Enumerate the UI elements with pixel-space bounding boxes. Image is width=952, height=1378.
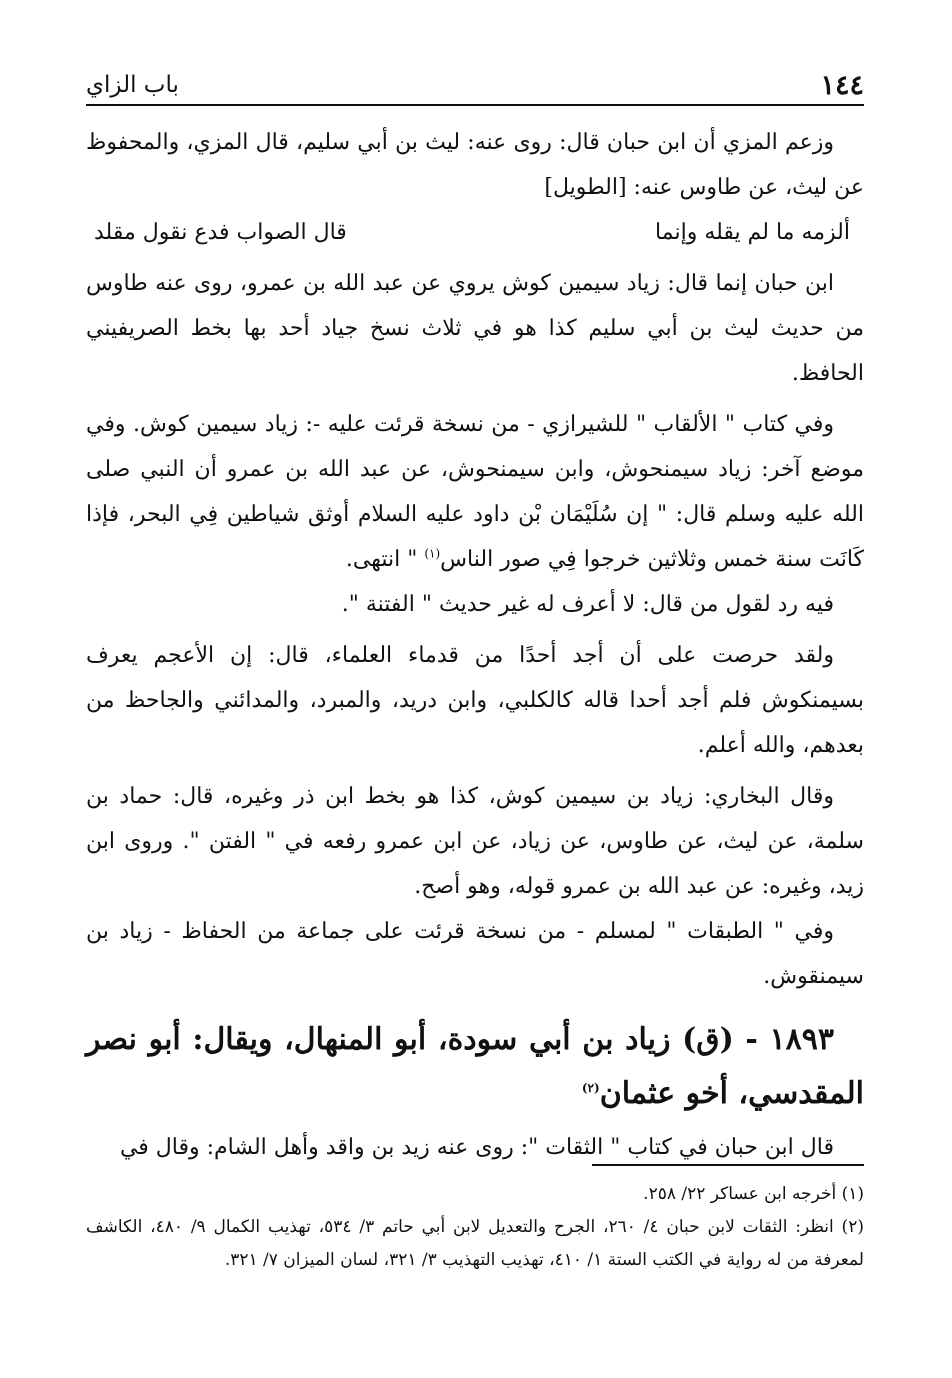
paragraph: وفي " الطبقات " لمسلم - من نسخة قرئت على جماعة من الحفاظ - زياد بن سيمنقوش. [86,919,864,989]
paragraph: فيه رد لقول من قال: لا أعرف له غير حديث " الفتنة ". [341,592,834,617]
paragraph-end: " انتهى. [345,547,418,572]
footnote-ref[interactable]: (٢) [581,1081,600,1095]
paragraph [86,402,864,582]
entry-heading [86,1013,864,1121]
footnote-2: (٢) انظر: الثقات لابن حبان ٤/ ٢٦٠، الجرح والتعديل لابن أبي حاتم ٣/ ٥٣٤، تهذيب الكمال ٩/ ٤٨٠، الكاشف لمعرفة من له رواية في الكتب الستة ١/ ٤١٠، تهذيب التهذيب ٣/ ٣٢١، لسان الميزان ٧/ ٣٢١. [86,1217,864,1270]
verse-hemistich-second: قال الصواب فدع نقول مقلد [94,220,347,245]
paragraph: ابن حبان إنما قال: زياد سيمين كوش يروي عن عبد الله بن عمرو، روى عنه طاوس من حديث ليث بن أبي سليم كذا هو في ثلاث نسخ جياد أحد بها بخط الصريفيني الحافظ. [86,271,864,386]
footnote-1: (١) أخرجه ابن عساكر ٢٢/ ٢٥٨. [643,1184,864,1204]
footnote-ref[interactable]: (١) [424,546,441,561]
paragraph: وزعم المزي أن ابن حبان قال: روى عنه: ليث بن أبي سليم، قال المزي، والمحفوظ عن ليث، عن طاوس عنه: [الطويل] [86,130,864,200]
page-number: ١٤٤ [820,70,864,101]
paragraph: وقال البخاري: زياد بن سيمين كوش، كذا هو بخط ابن ذر وغيره، قال: حماد بن سلمة، عن ليث، عن طاوس، عن زياد، عن ابن عمرو رفعه في " الفتن ". وروى ابن زيد، وغيره: عن عبد الله بن عمرو قوله، وهو أصح. [86,784,864,899]
main-text [86,120,864,1170]
footnotes [86,1178,864,1277]
verse-line [86,210,864,255]
footnote-divider [592,1164,864,1166]
paragraph: قال ابن حبان في كتاب " الثقات ": روى عنه زيد بن واقد وأهل الشام: وقال في [119,1135,834,1160]
entry-heading-text: ١٨٩٣ - (ق) زياد بن أبي سودة، أبو المنهال، ويقال: أبو نصر المقدسي، أخو عثمان [86,1022,864,1111]
paragraph-text: وفي كتاب " الألقاب " للشيرازي - من نسخة قرئت عليه -: زياد سيمين كوش. وفي موضع آخر: زياد سيمنحوش، وابن سيمنحوش، عن عبد الله بن عمرو أن النبي صلى الله عليه وسلم قال: " إن سُلَيْمَان بْن داود عليه السلام أوثق شياطين فِي البحر، فإذا كَانَت سنة خمس وثلاثين خرجوا فِي صور الناس [86,412,864,572]
paragraph: ولقد حرصت على أن أجد أحدًا من قدماء العلماء، قال: إن الأعجم يعرف بسيمنكوش فلم أجد أحدا قاله كالكلبي، وابن دريد، والمبرد، والمدائني والجاحظ من بعدهم، والله أعلم. [86,643,864,758]
page-header [86,58,864,106]
running-title: باب الزاي [86,72,179,98]
verse-hemistich-first: ألزمه ما لم يقله وإنما [655,220,850,245]
